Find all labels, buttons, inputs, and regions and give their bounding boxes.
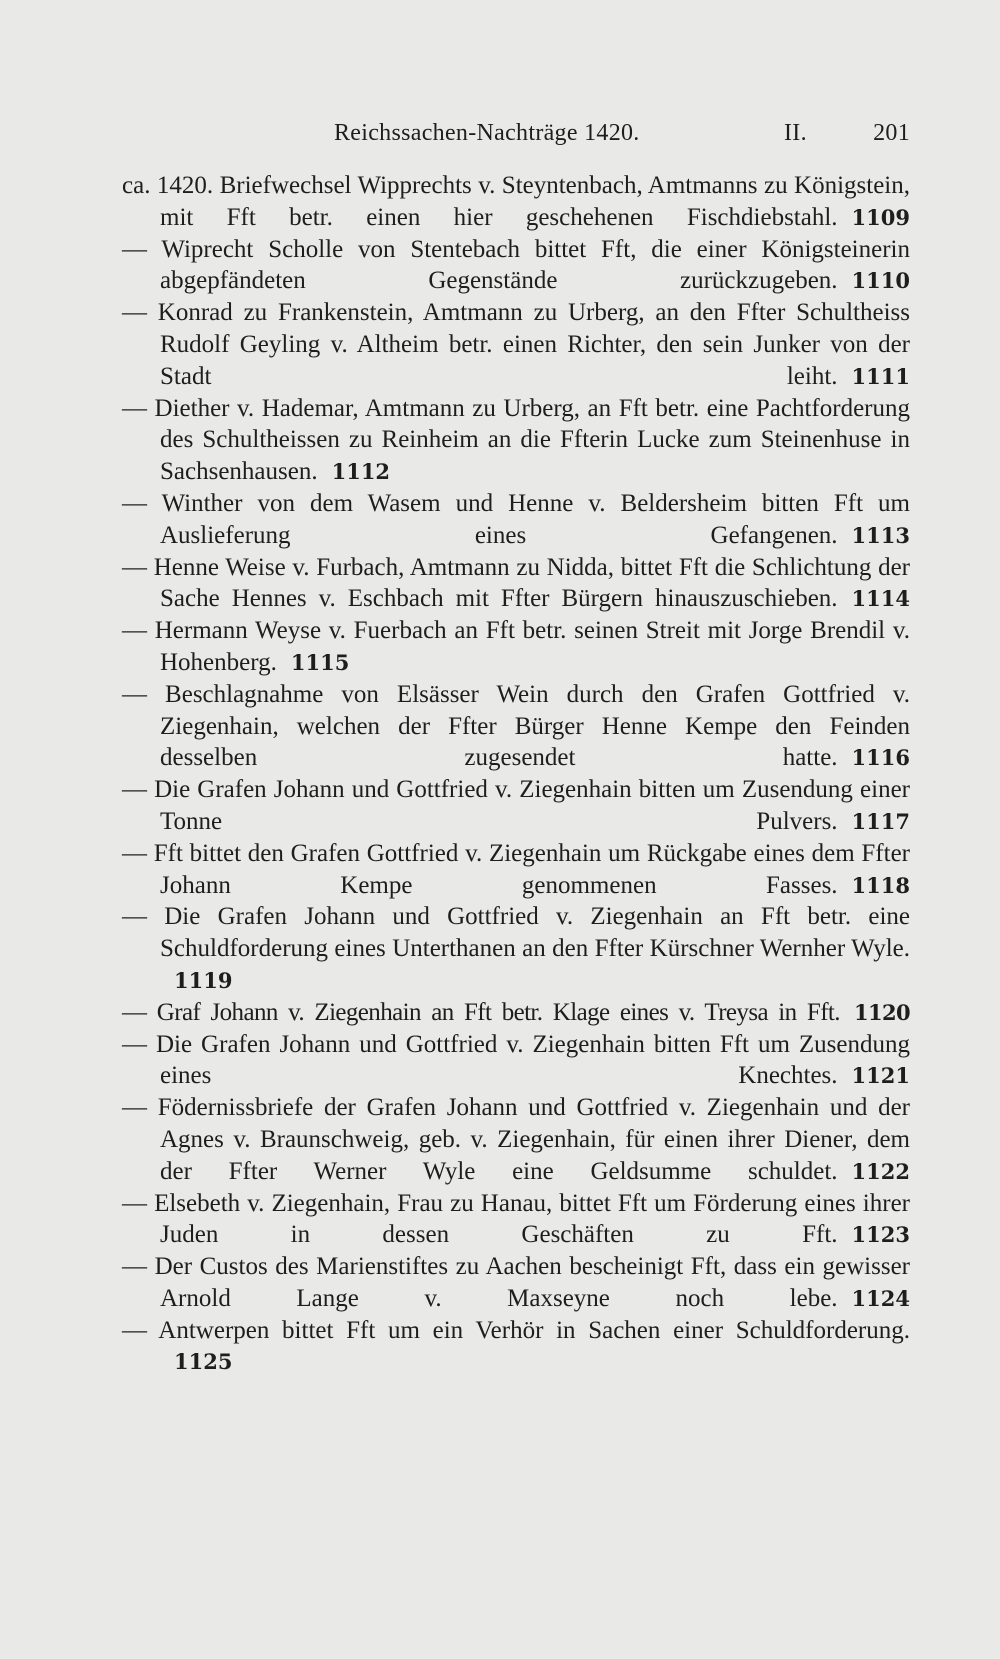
register-entry: [122, 393, 910, 488]
entry-number: 1122: [851, 1158, 910, 1184]
entry-number: 1113: [851, 522, 910, 548]
register-entry: [122, 170, 910, 234]
register-entry: [122, 997, 910, 1029]
section-number: II.: [784, 120, 807, 146]
entry-dash: —: [122, 1253, 147, 1281]
entry-text: Beschlagnahme von Elsässer Wein durch den Grafen Gottfried v. Ziegenhain, welchen der Ffter Bürger Henne Kempe den Feinden desselben zugesendet hatte.: [147, 680, 910, 772]
page-number: 201: [873, 120, 910, 146]
register-entry: [122, 234, 910, 298]
entry-dash: —: [122, 839, 147, 867]
entry-text: Die Grafen Johann und Gottfried v. Ziegenhain bitten um Zusendung einer Tonne Pulvers.: [147, 776, 910, 835]
entry-text: Diether v. Hademar, Amtmann zu Urberg, an Fft betr. eine Pachtforderung des Schultheissen zu Reinheim an die Ffterin Lucke zum Steinenhuse in Sachsenhausen.: [147, 394, 910, 486]
entry-text: Briefwechsel Wipprechts v. Steyntenbach, Amtmanns zu Königstein, mit Fft betr. einen hier geschehenen Fischdiebstahl.: [160, 172, 910, 231]
entry-dash: —: [122, 776, 147, 804]
entry-dash: —: [122, 489, 147, 517]
entry-number: 1120: [853, 999, 910, 1025]
register-entry: [122, 297, 910, 392]
entry-number: 1118: [851, 872, 910, 898]
register-entry: [122, 615, 910, 679]
entry-dash: —: [122, 394, 147, 422]
entry-number: 1116: [851, 745, 910, 771]
entry-text: Der Custos des Marienstiftes zu Aachen bescheinigt Fft, dass ein gewisser Arnold Lange v. Maxseyne noch lebe.: [147, 1253, 910, 1312]
entry-text: Fft bittet den Grafen Gottfried v. Ziegenhain um Rückgabe eines dem Ffter Johann Kempe genommenen Fasses.: [147, 839, 910, 899]
entry-number: 1119: [174, 967, 233, 993]
entry-dash: —: [122, 680, 147, 708]
entry-dash: —: [122, 1189, 147, 1217]
entry-number: 1110: [851, 268, 910, 294]
register-entry: [122, 1188, 910, 1252]
entry-dash: —: [122, 1316, 147, 1344]
entry-list: [122, 170, 910, 1378]
entry-number: 1112: [331, 459, 391, 485]
register-entry: [122, 901, 910, 996]
entry-text: Konrad zu Frankenstein, Amtmann zu Urberg, an den Ffter Schultheiss Rudolf Geyling v. Altheim betr. einen Richter, den sein Junker von der Stadt leiht.: [147, 299, 910, 390]
entry-dash: —: [122, 903, 147, 931]
entry-dash: —: [122, 1094, 147, 1122]
entry-dash: —: [122, 617, 147, 645]
register-entry: [122, 1092, 910, 1187]
entry-number: 1109: [851, 204, 910, 230]
entry-number: 1124: [851, 1285, 910, 1311]
running-title: Reichssachen-Nachträge 1420.: [334, 120, 640, 146]
entry-text: Wiprecht Scholle von Stentebach bittet Fft, die einer Königsteinerin abgepfändeten Gegenstände zurückzugeben.: [147, 235, 910, 295]
entry-text: Winther von dem Wasem und Henne v. Beldersheim bitten Fft um Auslieferung eines Gefangenen.: [147, 489, 910, 549]
register-entry: [122, 1251, 910, 1315]
entry-number: 1115: [290, 649, 350, 675]
entry-date: ca. 1420.: [122, 172, 214, 199]
register-entry: [122, 1029, 910, 1093]
entry-text: Henne Weise v. Furbach, Amtmann zu Nidda, bittet Fft die Schlichtung der Sache Hennes v. Eschbach mit Ffter Bürgern hinauszuschieben.: [147, 553, 910, 613]
entry-dash: —: [122, 998, 147, 1026]
register-entry: [122, 774, 910, 838]
register-entry: [122, 679, 910, 774]
entry-dash: —: [122, 553, 147, 581]
register-entry: [122, 488, 910, 552]
running-header: [120, 120, 910, 154]
entry-dash: —: [122, 235, 147, 263]
entry-text: Antwerpen bittet Fft um ein Verhör in Sachen einer Schuldforderung.: [147, 1316, 910, 1344]
entry-text: Hermann Weyse v. Fuerbach an Fft betr. seinen Streit mit Jorge Brendil v. Hohenberg.: [147, 617, 910, 676]
entry-text: Die Grafen Johann und Gottfried v. Ziegenhain an Fft betr. eine Schuldforderung eines Unterthanen an den Ffter Kürschner Wernher Wyle.: [147, 903, 910, 963]
entry-text: Die Grafen Johann und Gottfried v. Ziegenhain bitten Fft um Zusendung eines Knechtes.: [147, 1030, 910, 1090]
entry-number: 1123: [851, 1222, 910, 1248]
entry-text: Elsebeth v. Ziegenhain, Frau zu Hanau, bittet Fft um Förderung eines ihrer Juden in dessen Geschäften zu Fft.: [147, 1189, 910, 1249]
entry-number: 1117: [851, 808, 910, 834]
register-entry: [122, 838, 910, 902]
entry-dash: —: [122, 1030, 147, 1058]
register-entry: [122, 552, 910, 616]
entry-number: 1111: [851, 363, 910, 389]
entry-number: 1125: [174, 1349, 233, 1375]
entry-number: 1121: [851, 1063, 910, 1089]
entry-dash: —: [122, 299, 147, 327]
entry-text: Graf Johann v. Ziegenhain an Fft betr. Klage eines v. Treysa in Fft.: [146, 998, 840, 1026]
register-entry: [122, 1315, 910, 1379]
entry-number: 1114: [851, 586, 910, 612]
entry-text: Födernissbriefe der Grafen Johann und Gottfried v. Ziegenhain und der Agnes v. Braunschweig, geb. v. Ziegenhain, für einen ihrer Diener, dem der Ffter Werner Wyle eine Geldsumme schuldet.: [147, 1094, 910, 1185]
